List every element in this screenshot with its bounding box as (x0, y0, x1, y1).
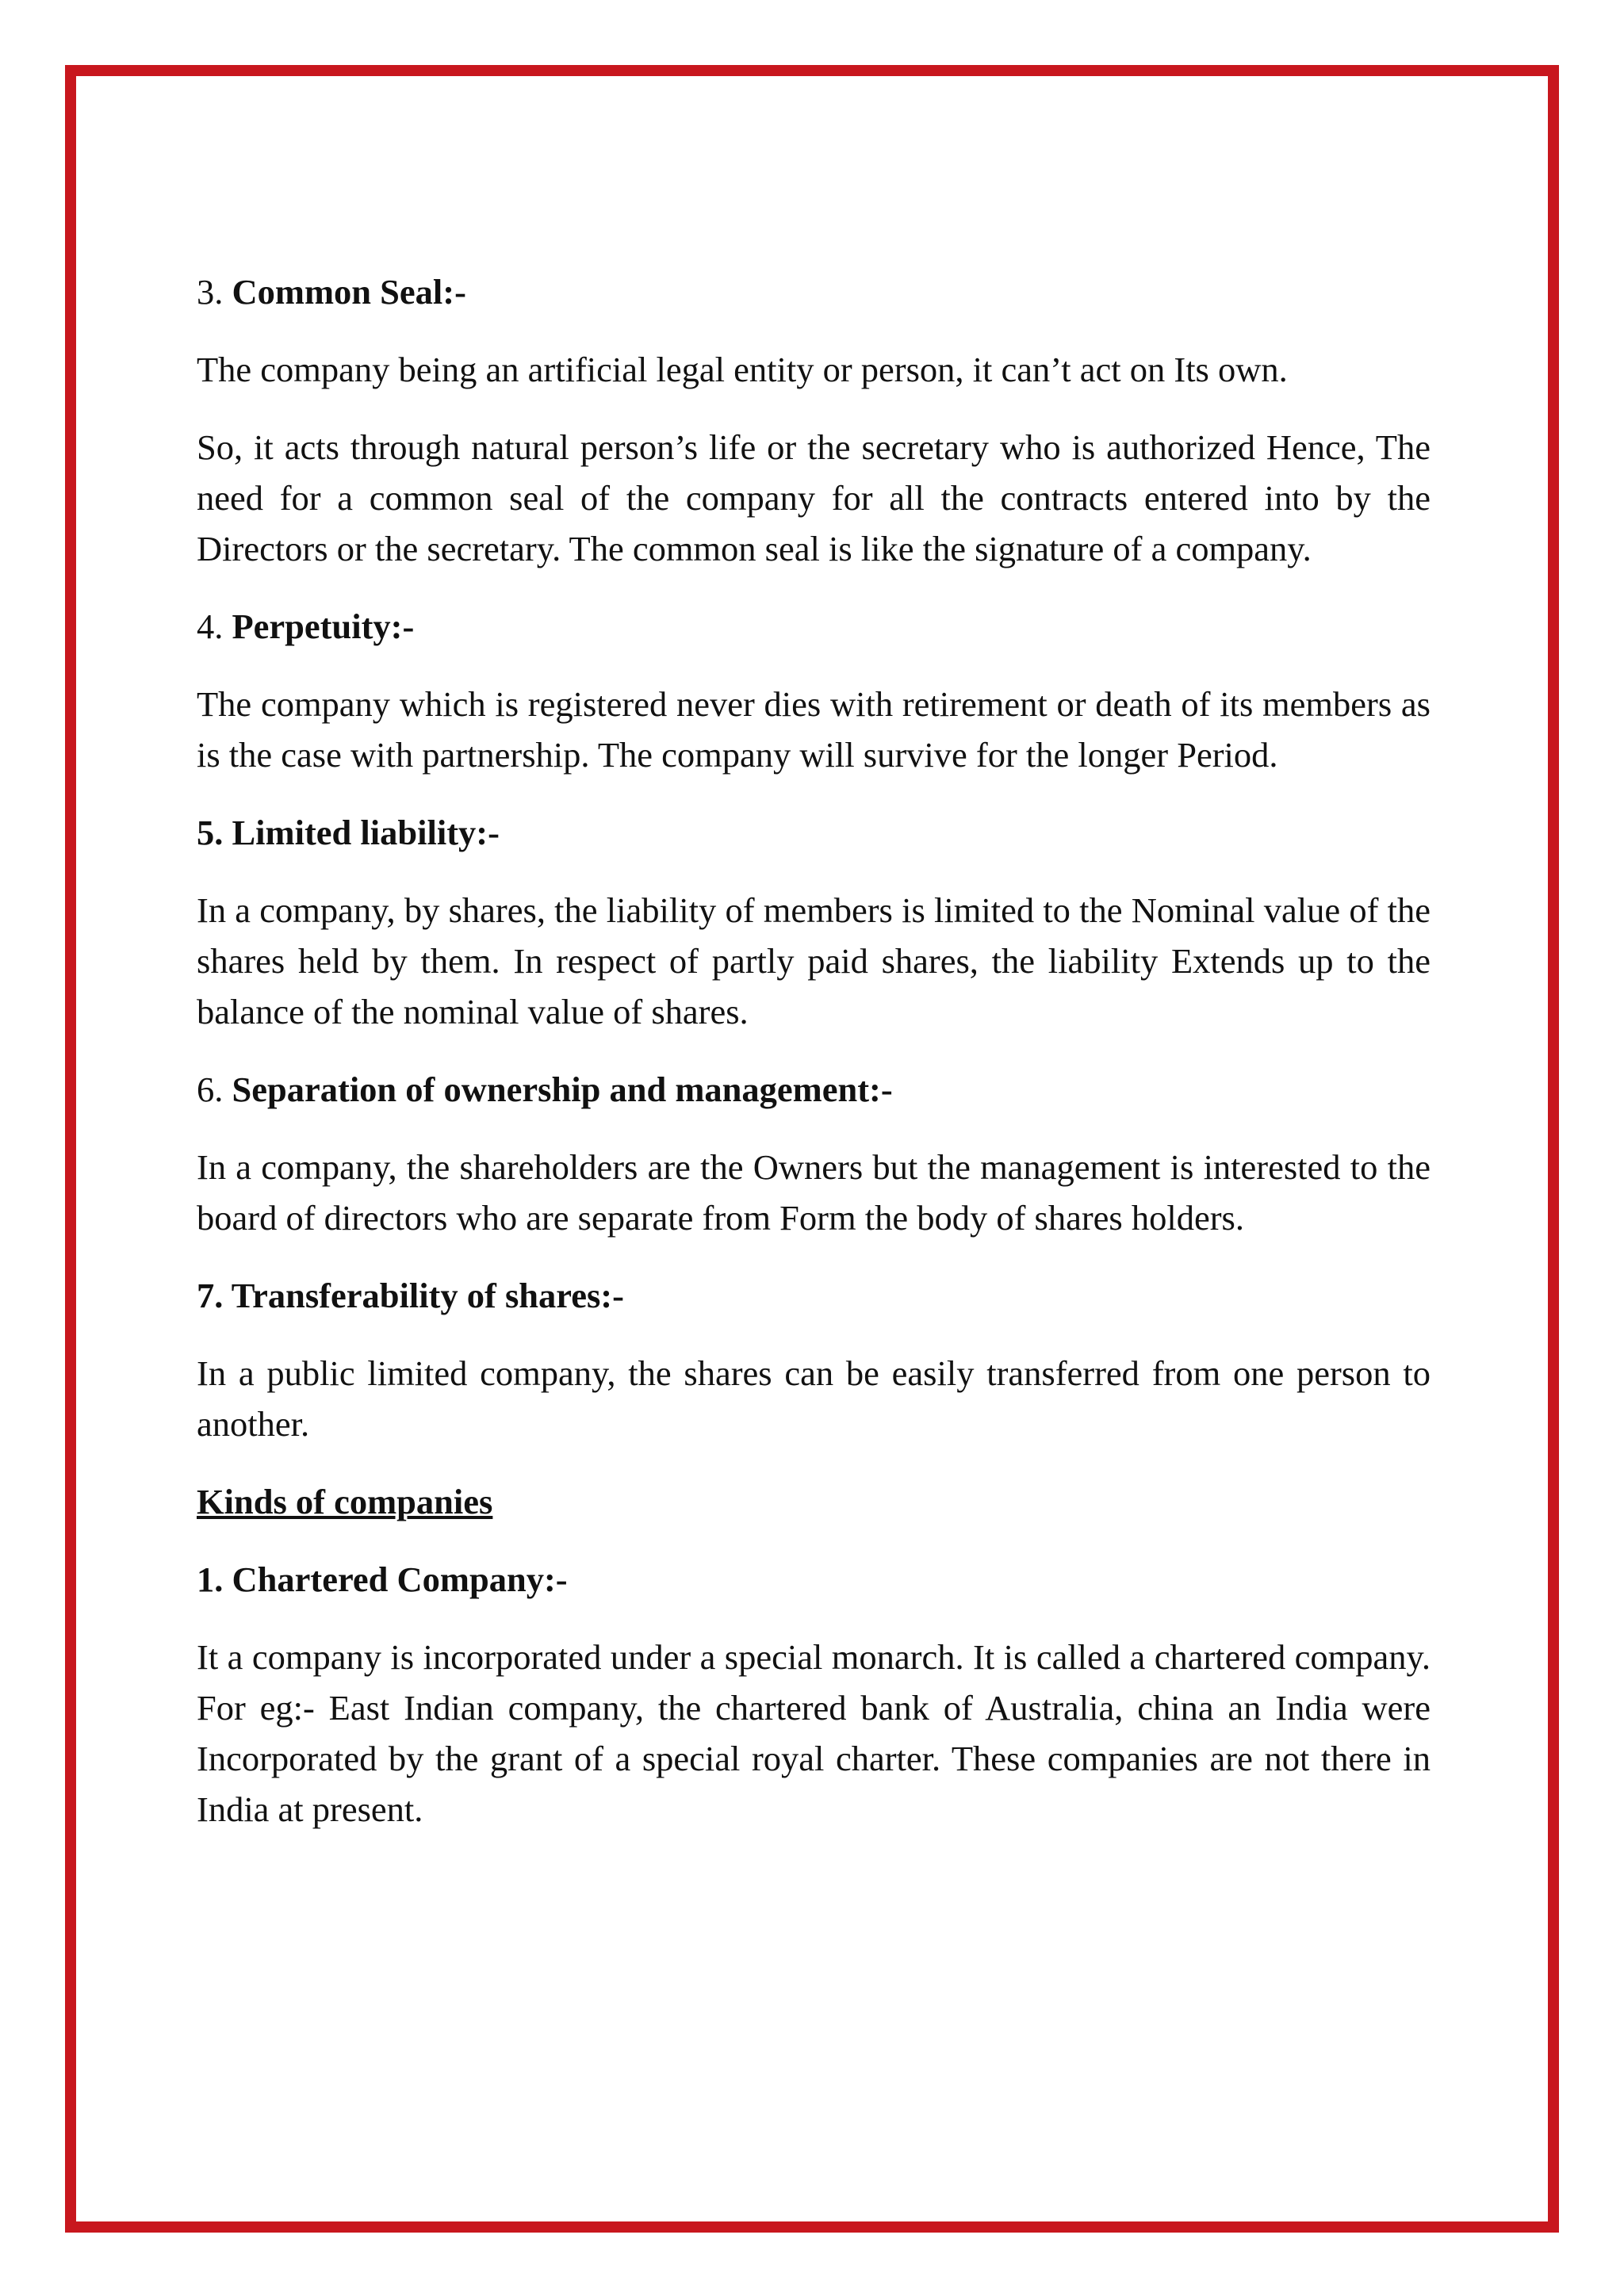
section-title: 5. Limited liability:- (197, 813, 500, 852)
section-heading-transferability (197, 1270, 1431, 1321)
section-heading-separation (197, 1064, 1431, 1115)
section-number: 4. (197, 607, 224, 646)
kinds-heading-text: Kinds of companies (197, 1482, 493, 1521)
section-heading-perpetuity (197, 601, 1431, 652)
paragraph: In a company, the shareholders are the Owners but the management is interested to the board of directors who are separate from Form the body of shares holders. (197, 1147, 1431, 1238)
kinds-of-companies-heading (197, 1476, 1431, 1527)
paragraph: So, it acts through natural person’s life or the secretary who is authorized Hence, The need for a common seal of the company for all the contracts entered into by the Directors or the secretary. The common seal is like the signature of a company. (197, 427, 1431, 568)
paragraph: In a public limited company, the shares can be easily transferred from one person to another. (197, 1353, 1431, 1444)
section-title: Common Seal:- (232, 272, 466, 312)
section-title: 1. Chartered Company:- (197, 1559, 568, 1599)
paragraph: The company which is registered never dies with retirement or death of its members as is the case with partnership. The company will survive for the longer Period. (197, 684, 1431, 775)
section-number: 3. (197, 272, 224, 312)
section-title: Separation of ownership and management:- (232, 1070, 893, 1109)
paragraph: In a company, by shares, the liability of members is limited to the Nominal value of the shares held by them. In respect of partly paid shares, the liability Extends up to the balance of the nominal value of shares. (197, 890, 1431, 1031)
document-body (197, 266, 1431, 1862)
paragraph: The company being an artificial legal entity or person, it can’t act on Its own. (197, 350, 1288, 389)
section-title: Perpetuity:- (232, 607, 415, 646)
section-heading-common-seal (197, 266, 1431, 317)
section-heading-limited-liability (197, 807, 1431, 858)
section-title: 7. Transferability of shares:- (197, 1276, 624, 1315)
section-number: 6. (197, 1070, 224, 1109)
paragraph: It a company is incorporated under a special monarch. It is called a chartered company. For eg:- East Indian company, the chartered bank of Australia, china an India were Incorporated by the grant of a special royal charter. These companies are not there in India at present. (197, 1637, 1431, 1829)
section-heading-chartered (197, 1554, 1431, 1605)
